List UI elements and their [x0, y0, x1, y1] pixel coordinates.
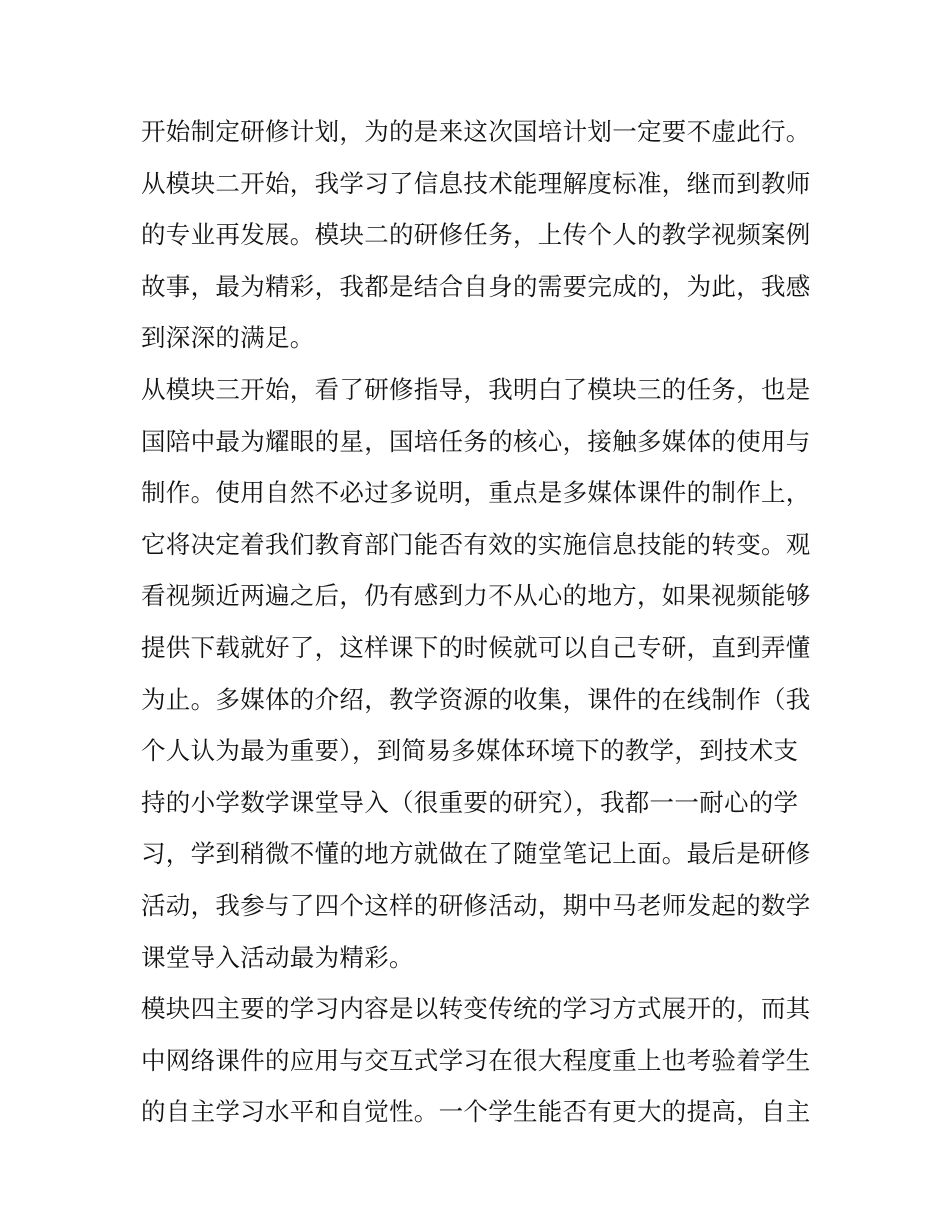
text-line-20: 的自主学习水平和自觉性。一个学生能否有更大的提高，自主 — [141, 1097, 811, 1127]
text-line-17: 课堂导入活动最为精彩。 — [141, 942, 414, 972]
text-line-19: 中网络课件的应用与交互式学习在很大程度重上也考验着学生 — [141, 1045, 811, 1075]
text-line-5: 到深深的满足。 — [141, 323, 315, 353]
text-line-6: 从模块三开始，看了研修指导，我明白了模块三的任务，也是 — [141, 374, 811, 404]
text-line-12: 为止。多媒体的介绍，教学资源的收集，课件的在线制作（我 — [141, 684, 811, 714]
text-line-15: 习，学到稍微不懂的地方就做在了随堂笔记上面。最后是研修 — [141, 839, 811, 869]
text-line-16: 活动，我参与了四个这样的研修活动，期中马老师发起的数学 — [141, 890, 811, 920]
text-line-9: 它将决定着我们教育部门能否有效的实施信息技能的转变。观 — [141, 529, 811, 559]
text-line-4: 故事，最为精彩，我都是结合自身的需要完成的，为此，我感 — [141, 271, 811, 301]
text-line-8: 制作。使用自然不必过多说明，重点是多媒体课件的制作上， — [141, 478, 811, 508]
text-line-10: 看视频近两遍之后，仍有感到力不从心的地方，如果视频能够 — [141, 581, 811, 611]
document-body — [141, 106, 816, 1138]
text-line-18: 模块四主要的学习内容是以转变传统的学习方式展开的，而其 — [141, 994, 811, 1024]
text-line-14: 持的小学数学课堂导入（很重要的研究），我都一一耐心的学 — [141, 787, 799, 817]
text-line-1: 开始制定研修计划，为的是来这次国培计划一定要不虚此行。 — [141, 117, 811, 146]
text-line-11: 提供下载就好了，这样课下的时候就可以自己专研，直到弄懂 — [141, 632, 811, 662]
text-line-2: 从模块二开始，我学习了信息技术能理解度标准，继而到教师 — [141, 168, 811, 198]
text-line-7: 国陪中最为耀眼的星，国培任务的核心，接触多媒体的使用与 — [141, 426, 811, 456]
text-line-13: 个人认为最为重要），到简易多媒体环境下的教学，到技术支 — [141, 736, 799, 766]
text-line-3: 的专业再发展。模块二的研修任务，上传个人的教学视频案例 — [141, 220, 811, 250]
